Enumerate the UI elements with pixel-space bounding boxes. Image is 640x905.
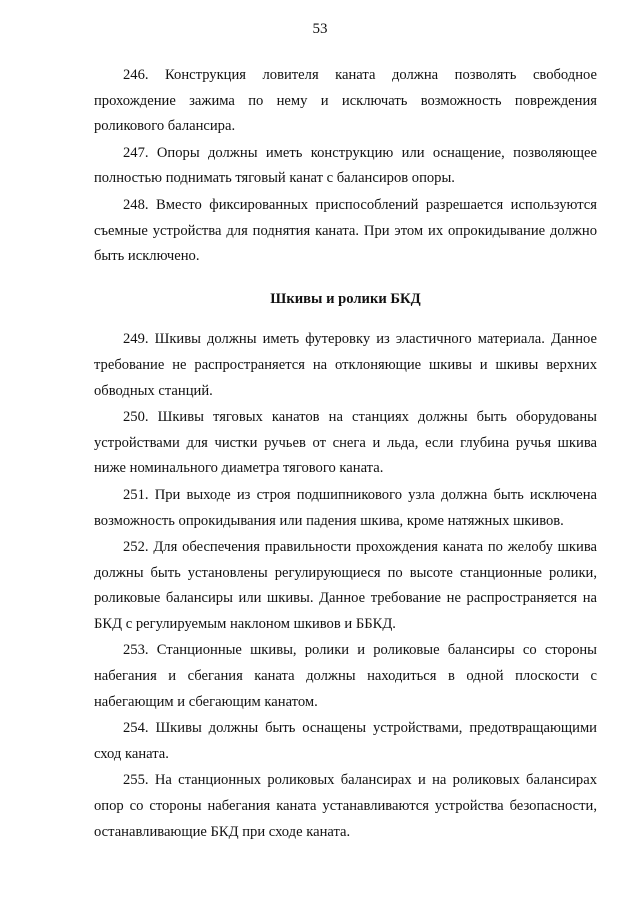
paragraph-248: 248. Вместо фиксированных приспособлений разрешается используются съемные устройства для поднятия каната. При этом их опрокидывание должно быть исключено.	[94, 196, 597, 265]
paragraph-247: 247. Опоры должны иметь конструкцию или оснащение, позволяющее полностью поднимать тяговый канат с балансиров опоры.	[94, 144, 597, 187]
paragraph-250: 250. Шкивы тяговых канатов на станциях должны быть оборудованы устройствами для чистки ручьев от снега и льда, если глубина ручья шкива ниже номинального диаметра тягового каната.	[94, 409, 597, 477]
paragraph-254: 254. Шкивы должны быть оснащены устройствами, предотвращающими сход каната.	[94, 720, 597, 762]
paragraph-253: 253. Станционные шкивы, ролики и роликовые балансиры со стороны набегания и сбегания каната должны находиться в одной плоскости с набегающим и сбегающим канатом.	[94, 642, 597, 710]
paragraph-246: 246. Конструкция ловителя каната должна позволять свободное прохождение зажима по нему и исключать возможность повреждения роликового балансира.	[94, 67, 597, 135]
paragraph-251: 251. При выходе из строя подшипникового узла должна быть исключена возможность опрокидывания или падения шкива, кроме натяжных шкивов.	[94, 486, 597, 529]
paragraph-252: 252. Для обеспечения правильности прохождения каната по желобу шкива должны быть установлены регулирующиеся по высоте станционные ролики, роликовые балансиры или шкивы. Данное требование не распространяется на БКД с регулируемым наклоном шкивов и ББКД.	[94, 539, 597, 632]
section-heading: Шкивы и ролики БКД	[270, 290, 421, 307]
page-number: 53	[312, 21, 328, 37]
paragraph-249: 249. Шкивы должны иметь футеровку из эластичного материала. Данное требование не распространяется на отклоняющие шкивы и шкивы верхних обводных станций.	[94, 331, 597, 399]
document-body	[94, 63, 597, 846]
paragraph-255: 255. На станционных роликовых балансирах и на роликовых балансирах опор со стороны набегания каната устанавливаются устройства безопасности, останавливающие БКД при сходе каната.	[94, 772, 597, 840]
